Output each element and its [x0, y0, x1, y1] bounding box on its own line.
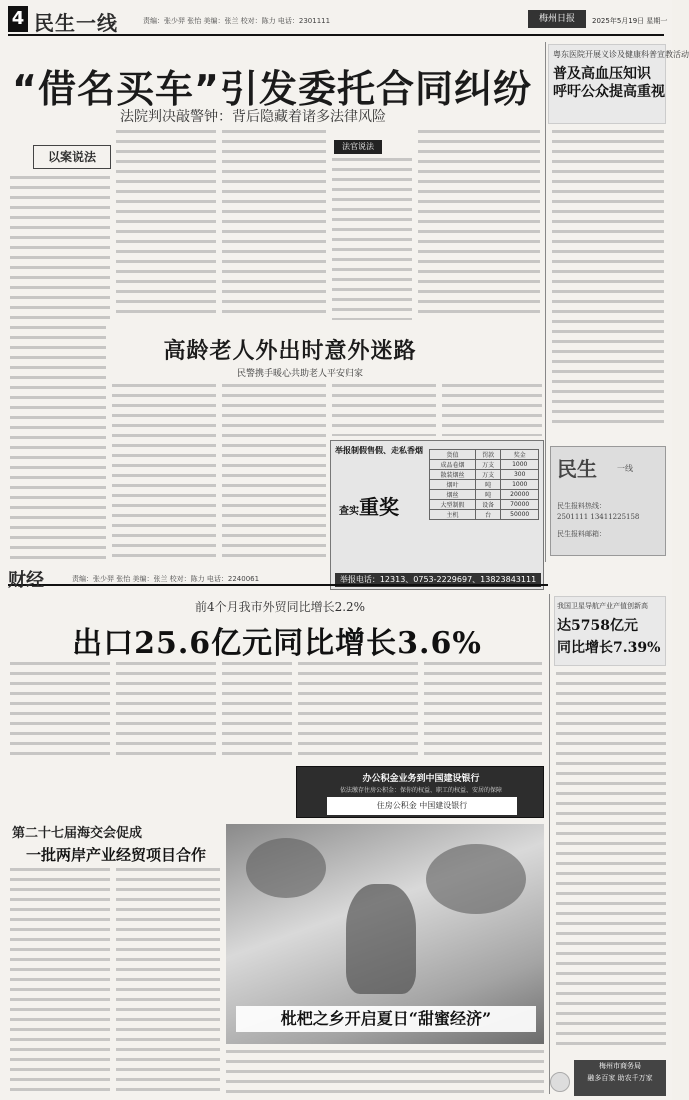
finance-text-col-3: [222, 662, 292, 762]
finance-sidebar-text: [556, 672, 666, 1052]
haixia-kicker: 第二十七届海交会促成: [12, 826, 143, 841]
foliage-shape: [246, 838, 326, 898]
photo-caption: 枇杷之乡开启夏日“甜蜜经济”: [236, 1006, 536, 1032]
ad-phone-line: 举报电话：12313、0753-2229697、13823843111: [335, 573, 541, 587]
top-sidebar: [548, 44, 689, 124]
lead-text-col-1: [10, 176, 110, 321]
finance-headline: 出口25.6亿元同比增长3.6%: [72, 626, 482, 661]
finance-section-title: 财经: [8, 570, 44, 591]
lead-text-col-5: [418, 130, 540, 320]
finance-sidebar-title-1: 达5758亿元: [557, 618, 638, 634]
bank-logos: 住房公积金 中国建设银行: [327, 797, 517, 815]
minsheng-tag: 一线: [617, 464, 633, 473]
footer-ad-line-1: 梅州市商务局: [599, 1062, 641, 1070]
story2-text-col-5: [442, 384, 542, 436]
sidebar-kicker: 粤东医院开展义诊及健康科普宣教活动: [553, 50, 689, 59]
finance-header: [8, 566, 548, 591]
story2-headline: 高龄老人外出时意外迷路: [163, 338, 417, 364]
table-row: 烟丝 吨 20000: [430, 490, 539, 500]
sidebar-body-text: [552, 130, 664, 430]
table-row: 货值 罚款 奖金: [430, 450, 539, 460]
foliage-shape: [426, 844, 526, 914]
finance-text-col-4: [298, 662, 418, 762]
email-label: 民生报料邮箱：: [557, 530, 606, 538]
haixia-text-col-2: [116, 868, 220, 1094]
page-header: [8, 6, 668, 36]
column-tag: 以案说法: [33, 145, 111, 169]
issue-date: 2025年5月19日 星期一: [592, 17, 668, 25]
judge-comment-label: 法官说法: [334, 140, 382, 154]
ad-big-word: 重奖: [359, 495, 399, 519]
photo-text: [226, 1050, 544, 1094]
lead-subhead: 法院判决敲警钟：背后隐藏着诸多法律风险: [120, 109, 386, 125]
finance-sidebar-kicker: 我国卫星导航产业产值创新高: [557, 602, 648, 610]
finance-editor-line: 责编：张少羿 张怡 美编：张兰 校对：陈力 电话：2240061: [72, 575, 260, 583]
table-row: 成品卷烟 万支 1000: [430, 460, 539, 470]
reward-table: [429, 449, 539, 520]
finance-text-col-2: [116, 662, 216, 762]
table-row: 主机 台 50000: [430, 510, 539, 520]
person-shape: [346, 884, 416, 994]
table-row: 散装烟丝 万支 300: [430, 470, 539, 480]
lead-text-col-4: [332, 158, 412, 320]
finance-text-col-5: [424, 662, 542, 762]
story2-text-col-2: [112, 384, 216, 560]
page-number: 4: [8, 6, 28, 32]
minsheng-title: 民生: [557, 457, 597, 481]
bank-ad: [296, 766, 544, 818]
finance-text-col-1: [10, 662, 110, 762]
lead-text-col-3: [222, 130, 326, 320]
ad-top-line: 举报制假售假、走私香烟: [335, 445, 423, 455]
footer-ad-line-2: 融多百家 助农千万家: [587, 1074, 653, 1082]
hotline-label: 民生报料热线：: [557, 502, 606, 510]
finance-sidebar: [554, 596, 666, 666]
newspaper-brand: 梅州日报: [528, 10, 586, 28]
hotline-numbers: 2501111 13411225158: [557, 513, 640, 521]
column-divider: [545, 42, 546, 562]
ad-big-prefix: 查实: [339, 506, 359, 517]
ad-big-text: [339, 491, 419, 520]
story2-text-col-3: [222, 384, 326, 560]
haixia-text-col-1: [10, 868, 110, 1094]
finance-kicker: 前4个月我市外贸同比增长2.2%: [194, 600, 366, 614]
sidebar-title: 普及高血压知识 呼吁公众提高重视: [553, 66, 665, 100]
loquat-photo: [226, 824, 544, 1044]
watermark-icon: [550, 1072, 570, 1092]
minsheng-box: [550, 446, 666, 556]
haixia-headline: 一批两岸产业经贸项目合作: [26, 846, 207, 864]
bank-ad-slogan: 依法缴存住房公积金：保你的权益、职工的权益、安居的保障: [339, 787, 502, 794]
finance-sidebar-title-2: 同比增长7.39%: [557, 640, 661, 656]
table-row: 大型制假 设备 70000: [430, 500, 539, 510]
lead-text-col-2: [116, 130, 216, 320]
column-divider: [549, 594, 550, 1094]
editor-line: 责编：张少羿 张怡 美编：张兰 校对：陈力 电话：2301111: [143, 17, 331, 25]
section-title: 民生一线: [34, 11, 118, 35]
lead-headline: “借名买车”引发委托合同纠纷: [12, 67, 532, 111]
table-row: 烟叶 吨 1000: [430, 480, 539, 490]
bank-ad-title: 办公积金业务到中国建设银行: [362, 774, 480, 784]
footer-ad: [574, 1060, 666, 1096]
story2-text-col-4: [332, 384, 436, 436]
story2-subhead: 民警携手暖心共助老人平安归家: [236, 369, 363, 379]
